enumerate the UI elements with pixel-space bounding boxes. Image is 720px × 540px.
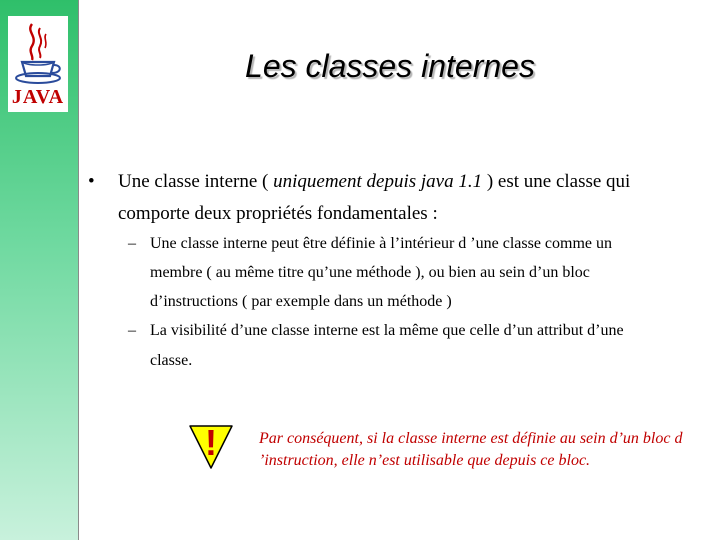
exclamation-warning-icon — [187, 424, 235, 470]
bullet-text-italic: uniquement depuis java 1.1 — [273, 171, 483, 192]
sub-bullet-text: Une classe interne peut être définie à l’intérieur d ’une classe comme un membre ( au même titre qu’une méthode ), ou bien au sein d’un bloc d’instructions ( par exemple dans un méthode ) — [150, 235, 613, 310]
sub-bullet-text: La visibilité d’une classe interne est la même que celle d’un attribut d’une classe. — [150, 322, 624, 369]
sub-bullet-symbol: – — [128, 235, 136, 252]
main-bullet — [88, 166, 666, 230]
bullet-text-start: Une classe interne ( — [118, 171, 274, 192]
sub-bullet-1 — [128, 229, 658, 316]
warning-glyph: ! — [205, 422, 217, 463]
sub-bullet-2 — [128, 316, 658, 376]
java-logo-text: JAVA — [11, 86, 65, 108]
bullet-symbol: • — [88, 171, 95, 192]
bullet-text-end: ) est une classe qui comporte deux propriétés fondamentales : — [118, 171, 631, 224]
slide-title: Les classes internes — [245, 48, 535, 84]
java-logo — [8, 16, 68, 112]
sub-bullet-symbol: – — [128, 322, 136, 339]
bullet-text — [96, 166, 666, 230]
sidebar-divider — [78, 0, 79, 540]
warning-note: Par conséquent, si la classe interne est définie au sein d’un bloc d ’instruction, elle n’est utilisable que depuis ce bloc. — [259, 430, 683, 469]
